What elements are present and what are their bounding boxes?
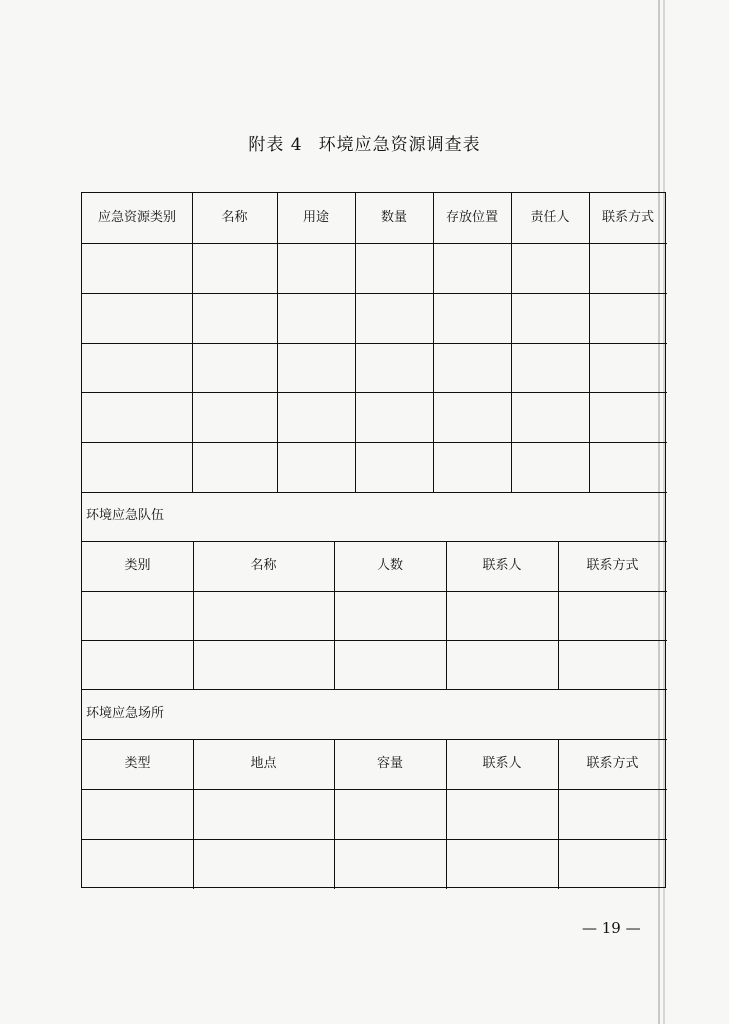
table-row-divider — [82, 343, 667, 344]
table-row-divider — [82, 689, 667, 690]
table-row-divider — [82, 789, 667, 790]
materials-header-cell: 应急资源类别 — [97, 210, 176, 225]
materials-header-cell: 数量 — [380, 210, 407, 225]
table-row-divider — [82, 293, 667, 294]
site-header-cell: 类型 — [124, 756, 151, 771]
materials-header-cell: 联系方式 — [601, 210, 654, 225]
table-row-divider — [82, 243, 667, 244]
team-header-cell: 人数 — [376, 558, 403, 573]
table-row-divider — [82, 392, 667, 393]
materials-header-cell: 存放位置 — [445, 210, 498, 225]
materials-header-cell: 名称 — [221, 210, 248, 225]
table-row-divider — [82, 640, 667, 641]
page-title — [0, 130, 729, 155]
site-header-cell: 联系人 — [482, 756, 522, 771]
team-section-label: 环境应急队伍 — [86, 508, 165, 523]
team-header-cell: 联系人 — [482, 558, 522, 573]
team-header-cell: 类别 — [124, 558, 151, 573]
team-header-cell: 联系方式 — [586, 558, 639, 573]
site-header-cell: 地点 — [250, 756, 277, 771]
site-section-label: 环境应急场所 — [86, 706, 165, 721]
site-header-cell: 容量 — [376, 756, 403, 771]
table-row-divider — [82, 492, 667, 493]
table-row-divider — [82, 839, 667, 840]
page-number: — 19 — — [582, 919, 641, 937]
resource-survey-table — [81, 192, 666, 888]
materials-header-cell: 用途 — [302, 210, 329, 225]
site-header-cell: 联系方式 — [586, 756, 639, 771]
title-prefix: 附表 4 — [248, 135, 303, 155]
materials-header-cell: 责任人 — [530, 210, 570, 225]
table-row-divider — [82, 591, 667, 592]
table-row-divider — [82, 442, 667, 443]
team-header-cell: 名称 — [250, 558, 277, 573]
title-text: 环境应急资源调查表 — [318, 135, 481, 155]
